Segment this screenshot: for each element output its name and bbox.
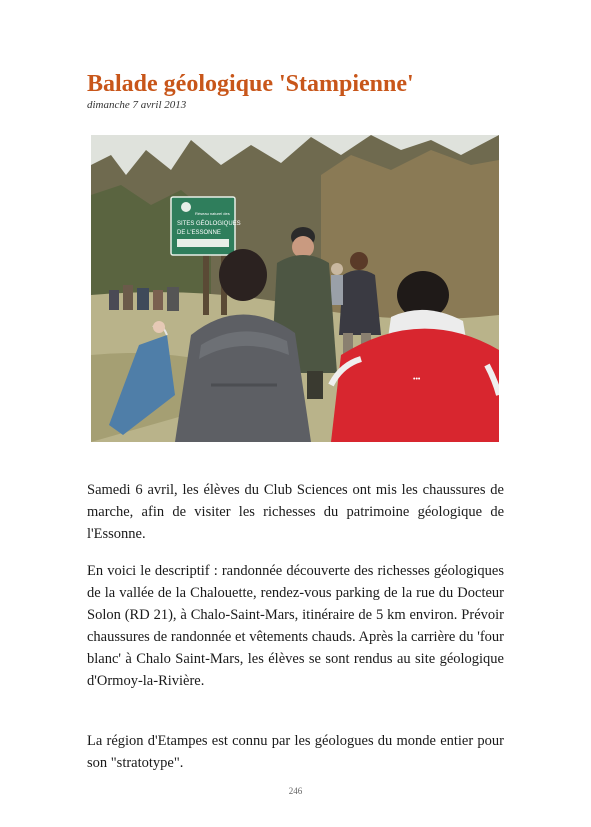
- svg-text:•••: •••: [413, 376, 421, 383]
- sign-line1: Réseau naturel des: [195, 211, 230, 216]
- sign-line3: DE L'ESSONNE: [177, 230, 221, 236]
- sign-line2: SITES GÉOLOGIQUES: [177, 221, 241, 227]
- hike-photo-illustration: [91, 135, 499, 442]
- paragraph-stratotype: La région d'Etampes est connu par les géologues du monde entier pour son "stratotype".: [87, 733, 504, 771]
- article-title: Balade géologique 'Stampienne': [87, 71, 414, 97]
- page-number: 246: [288, 786, 303, 796]
- paragraph-intro: Samedi 6 avril, les élèves du Club Sciences ont mis les chaussures de marche, afin de visiter les richesses du patrimoine géologique de l'Essonne.: [87, 482, 504, 542]
- article-date: dimanche 7 avril 2013: [87, 99, 187, 111]
- article-photo: [91, 135, 499, 442]
- paragraph-description: En voici le descriptif : randonnée découverte des richesses géologiques de la vallée de la Chalouette, rendez-vous parking de la rue du Docteur Solon (RD 21), à Chalo-Saint-Mars, itinéraire de 5 km environ. Prévoir chaussures de randonnée et vêtements chauds. Après la carrière du 'four blanc' à Chalo Saint-Mars, les élèves se sont rendus au site géologique d'Ormoy-la-Rivière.: [87, 563, 504, 689]
- hiker-small: [331, 263, 343, 305]
